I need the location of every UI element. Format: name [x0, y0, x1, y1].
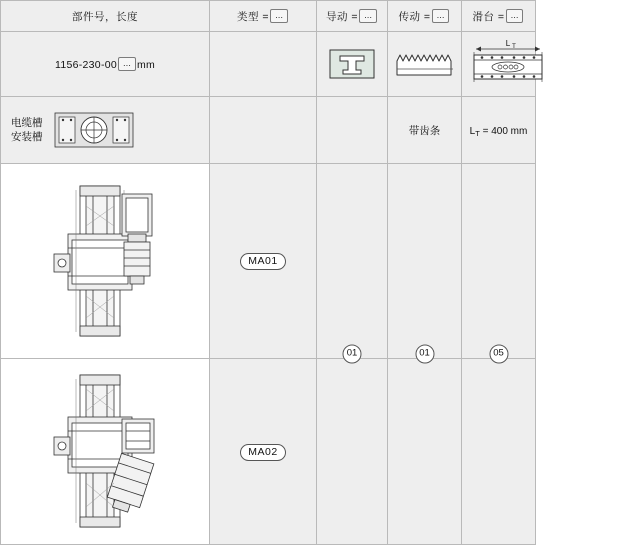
- header-guide-label: 导动 =: [326, 10, 359, 23]
- rack-icon-cell: [388, 31, 462, 96]
- part-number-unit: mm: [136, 58, 156, 71]
- carriage-plate-icon: [462, 40, 554, 88]
- carriage-note-label: [470, 126, 528, 137]
- notes-guide-cell: [317, 96, 388, 163]
- ma02-drawing-cell: [1, 358, 210, 544]
- part-number-cell: [1, 31, 210, 96]
- header-part-cell: [1, 1, 210, 32]
- header-label-row: [1, 1, 639, 32]
- ma02-carriage-cell: [462, 347, 536, 544]
- header-type-label: 类型 =: [237, 10, 270, 23]
- linear-axis-drawing-ma01: [10, 176, 200, 346]
- cable-duct-row: [1, 96, 639, 163]
- cable-duct-section-icon: [49, 103, 139, 157]
- header-drive-cell: [388, 1, 462, 32]
- type-dots-box: ...: [270, 9, 288, 23]
- header-part-label: 部件号，长度: [72, 10, 138, 23]
- notes-carriage-cell: [462, 96, 536, 163]
- cable-duct-label-line1: 电缆槽: [11, 116, 43, 129]
- guide-rail-profile-icon: [326, 44, 378, 84]
- part-number-prefix: 1156-230-00: [54, 58, 118, 71]
- header-drive-label: 传动 =: [398, 10, 431, 23]
- svg-text:T: T: [512, 43, 516, 50]
- carriage-code-badge: 05: [489, 344, 508, 363]
- product-row-ma01: [1, 163, 639, 358]
- drive-dots-box: ...: [432, 9, 450, 23]
- cable-duct-label: [1, 116, 43, 144]
- carriage-note-symbol: L: [469, 125, 476, 137]
- carriage-note-value: = 400 mm: [482, 125, 528, 137]
- guide-dots-box: ...: [359, 9, 377, 23]
- ma01-type-cell: [210, 163, 317, 358]
- part-number-dots-box: ...: [118, 57, 136, 71]
- header-type-cell: [210, 1, 317, 32]
- header-carriage-label: 滑台 =: [472, 10, 505, 23]
- ma02-drive-cell: [388, 347, 462, 544]
- cable-duct-cell: [1, 96, 210, 163]
- ma01-type-code: MA01: [240, 253, 285, 270]
- ma02-type-code: MA02: [240, 444, 285, 461]
- header-carriage-cell: [462, 1, 536, 32]
- header-guide-cell: [317, 1, 388, 32]
- ma02-guide-cell: [317, 347, 388, 544]
- cable-duct-label-line2: 安装槽: [11, 130, 43, 143]
- notes-type-cell: [210, 96, 317, 163]
- svg-text:L: L: [505, 39, 511, 48]
- ma01-carriage-cell: [462, 163, 536, 358]
- notes-drive-cell: [388, 96, 462, 163]
- carriage-note-subscript: T: [475, 128, 480, 138]
- header-illustration-row: [1, 31, 639, 96]
- ma01-drawing-cell: [1, 163, 210, 358]
- carriage-icon-cell: [462, 31, 536, 96]
- guide-code-badge: 01: [343, 344, 362, 363]
- ma01-drive-cell: [388, 163, 462, 358]
- ma02-type-cell: [210, 358, 317, 544]
- header-type-illustration-cell: [210, 31, 317, 96]
- linear-axis-drawing-ma02: [10, 367, 200, 535]
- carriage-dots-box: ...: [506, 9, 524, 23]
- drive-note-label: 带齿条: [408, 124, 441, 137]
- guide-profile-icon-cell: [317, 31, 388, 96]
- product-row-ma02: [1, 358, 639, 544]
- toothed-rack-icon: [394, 47, 456, 81]
- ma01-guide-cell: [317, 163, 388, 358]
- drive-code-badge: 01: [415, 344, 434, 363]
